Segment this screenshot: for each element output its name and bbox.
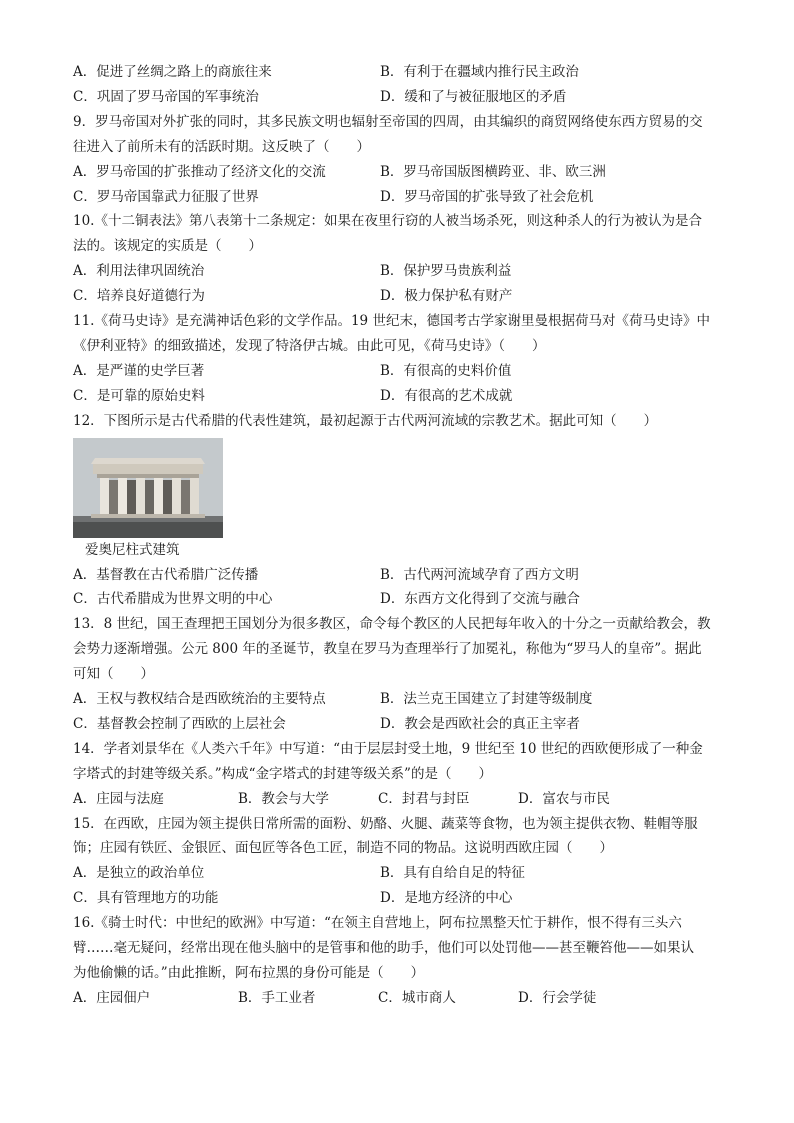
q15-option-c[interactable]: C．具有管理地方的功能	[73, 890, 219, 907]
q12-option-a[interactable]: A．基督教在古代希腊广泛传播	[73, 566, 259, 583]
q14-option-a[interactable]: A．庄园与法庭	[73, 790, 164, 807]
q14-option-b[interactable]: B．教会与大学	[238, 790, 329, 807]
q10-option-b[interactable]: B．保护罗马贵族利益	[380, 263, 512, 280]
q8-option-d[interactable]: D．缓和了与被征服地区的矛盾	[380, 88, 567, 105]
q15-stem-line-2: 饰；庄园有铁匠、金银匠、面包匠等各色工匠，制造不同的物品。这说明西欧庄园（ ）	[73, 840, 613, 857]
q16-stem-line-1: 16.《骑士时代：中世纪的欧洲》中写道：“在领主自营地上，阿布拉黑整天忙于耕作，恨不得有三头六	[73, 915, 682, 932]
q15-option-d[interactable]: D．是地方经济的中心	[380, 890, 513, 907]
q10-stem-line-2: 法的。该规定的实质是（ ）	[73, 238, 262, 255]
q13-stem-line-3: 可知（ ）	[73, 666, 154, 683]
q14-option-d[interactable]: D．富农与市民	[518, 790, 610, 807]
q11-stem-line-2: 《伊利亚特》的细致描述，发现了特洛伊古城。由此可见，《荷马史诗》（ ）	[73, 337, 546, 354]
q10-options	[73, 259, 725, 309]
q12-option-b[interactable]: B．古代两河流域孕育了西方文明	[380, 566, 579, 583]
q11-option-a[interactable]: A．是严谨的史学巨著	[73, 362, 205, 379]
ionic-temple-photo	[73, 438, 223, 538]
q13-option-d[interactable]: D．教会是西欧社会的真正主宰者	[380, 715, 580, 732]
q9-option-c[interactable]: C．罗马帝国靠武力征服了世界	[73, 188, 259, 205]
q11-option-b[interactable]: B．有很高的史料价值	[380, 362, 512, 379]
q9-option-a[interactable]: A．罗马帝国的扩张推动了经济文化的交流	[73, 163, 326, 180]
q8-options	[73, 60, 725, 110]
q16-option-d[interactable]: D．行会学徒	[518, 989, 597, 1006]
q11-option-d[interactable]: D．有很高的艺术成就	[380, 387, 513, 404]
q11-stem-line-1: 11.《荷马史诗》是充满神话色彩的文学作品。19 世纪末，德国考古学家谢里曼根据荷马对《荷马史诗》中	[73, 313, 710, 330]
q16-stem-line-3: 为他偷懒的话。”由此推断，阿布拉黑的身份可能是（ ）	[73, 965, 425, 981]
q16-stem-line-2: 臂……毫无疑问，经常出现在他头脑中的是管事和他的助手，他们可以处罚他——甚至鞭笞他——如果认	[73, 940, 694, 957]
q13-option-c[interactable]: C．基督教会控制了西欧的上层社会	[73, 715, 286, 732]
q14-options	[73, 787, 725, 812]
q10-option-c[interactable]: C．培养良好道德行为	[73, 288, 205, 305]
q12-option-d[interactable]: D．东西方文化得到了交流与融合	[380, 591, 580, 608]
q11-options	[73, 359, 725, 409]
q16-option-a[interactable]: A．庄园佃户	[73, 989, 151, 1006]
q10-option-d[interactable]: D．极力保护私有财产	[380, 288, 513, 305]
q16-option-c[interactable]: C．城市商人	[378, 989, 456, 1006]
q16-options	[73, 986, 725, 1011]
q11-option-c[interactable]: C．是可靠的原始史料	[73, 387, 205, 404]
q12-options	[73, 563, 725, 613]
q9-option-d[interactable]: D．罗马帝国的扩张导致了社会危机	[380, 188, 594, 205]
temple-image	[73, 438, 223, 538]
q15-option-a[interactable]: A．是独立的政治单位	[73, 865, 205, 882]
exam-page	[73, 60, 725, 1011]
q10-option-a[interactable]: A．利用法律巩固统治	[73, 263, 205, 280]
q13-stem-line-2: 会势力逐渐增强。公元 800 年的圣诞节，教皇在罗马为查理举行了加冕礼，称他为“罗马人的皇帝”。据此	[73, 641, 702, 658]
q15-option-b[interactable]: B．具有自给自足的特征	[380, 865, 525, 882]
q13-stem-line-1: 13．8 世纪，国王查理把王国划分为很多教区，命令每个教区的人民把每年收入的十分之一贡献给教会，教	[73, 616, 711, 633]
q9-stem-line-1: 9．罗马帝国对外扩张的同时，其多民族文明也辐射至帝国的四周，由其编织的商贸网络使东西方贸易的交	[73, 113, 703, 130]
q13-option-b[interactable]: B．法兰克王国建立了封建等级制度	[380, 691, 593, 708]
q9-stem-line-2: 往进入了前所未有的活跃时期。这反映了（ ）	[73, 138, 370, 155]
q15-stem-line-1: 15．在西欧，庄园为领主提供日常所需的面粉、奶酪、火腿、蔬菜等食物，也为领主提供衣物、鞋帽等服	[73, 815, 698, 832]
q14-option-c[interactable]: C．封君与封臣	[378, 790, 470, 807]
q10-stem-line-1: 10.《十二铜表法》第八表第十二条规定：如果在夜里行窃的人被当场杀死，则这种杀人的行为被认为是合	[73, 213, 702, 230]
q16-option-b[interactable]: B．手工业者	[238, 989, 316, 1006]
q13-option-a[interactable]: A．王权与教权结合是西欧统治的主要特点	[73, 691, 326, 708]
q8-option-c[interactable]: C．巩固了罗马帝国的军事统治	[73, 88, 259, 105]
q9-options	[73, 160, 725, 210]
q8-option-a[interactable]: A．促进了丝绸之路上的商旅往来	[73, 64, 272, 80]
q12-option-c[interactable]: C．古代希腊成为世界文明的中心	[73, 591, 273, 608]
q13-options	[73, 687, 725, 737]
q14-stem-line-2: 字塔式的封建等级关系。”构成“金字塔式的封建等级关系”的是（ ）	[73, 765, 492, 782]
figure-caption: 爱奥尼柱式建筑	[85, 541, 180, 558]
q8-option-b[interactable]: B．有利于在疆域内推行民主政治	[380, 64, 579, 80]
q12-stem-line-1: 12．下图所示是古代希腊的代表性建筑，最初起源于古代两河流域的宗教艺术。据此可知（ ）	[73, 412, 658, 429]
q15-options	[73, 861, 725, 911]
q14-stem-line-1: 14．学者刘景华在《人类六千年》中写道：“由于层层封受土地，9 世纪至 10 世纪的西欧便形成了一种金	[73, 740, 703, 757]
q9-option-b[interactable]: B．罗马帝国版图横跨亚、非、欧三洲	[380, 163, 606, 180]
